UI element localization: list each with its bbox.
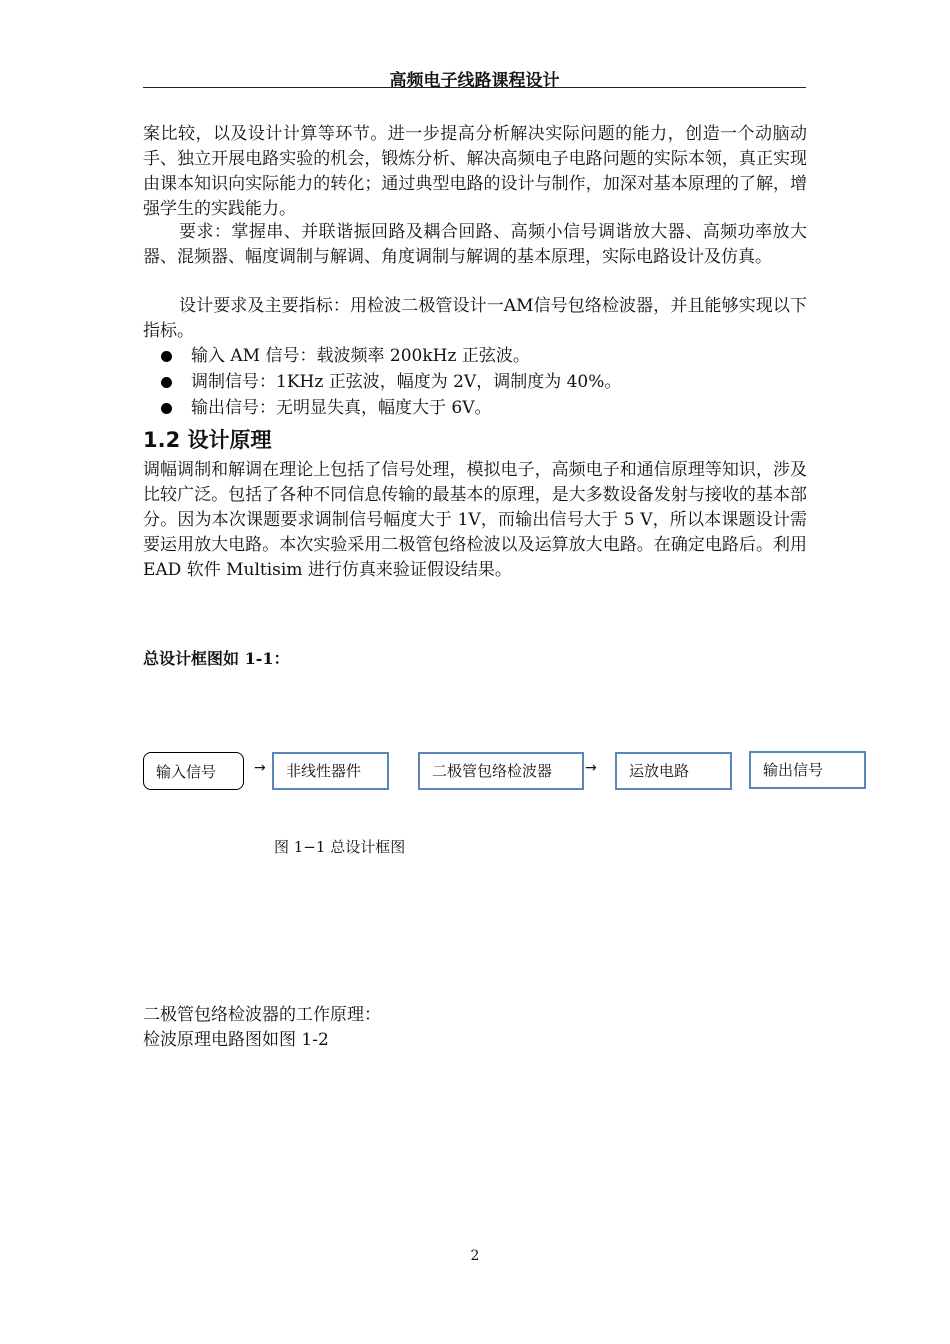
diagram-box-envelope-detector: 二极管包络检波器 <box>418 752 584 790</box>
section-title: 1.2 设计原理 <box>143 428 272 452</box>
figure-title: 总设计框图如 1-1： <box>143 649 290 668</box>
paragraph-intro: 案比较，以及设计计算等环节。进一步提高分析解决实际问题的能力，创造一个动脑动手、独立开展电路实验的机会，锻炼分析、解决高频电子电路问题的实际本领，真正实现由课本知识向实际能力的转化；通过典型电路的设计与制作，加深对基本原理的了解，增强学生的实践能力。 <box>143 124 807 219</box>
arrow-icon: → <box>254 760 266 776</box>
header-rule <box>143 87 806 88</box>
paragraph-design-specs: 设计要求及主要指标：用检波二极管设计一AM信号包络检波器，并且能够实现以下指标。 <box>143 296 807 341</box>
page-header-title: 高频电子线路课程设计 <box>389 71 560 91</box>
diagram-box-input-signal: 输入信号 <box>143 752 244 790</box>
arrow-icon: → <box>585 760 597 776</box>
diagram-box-output-signal: 输出信号 <box>749 751 866 789</box>
list-item: 调制信号：1KHz 正弦波，幅度为 2V，调制度为 40%。 <box>158 369 621 395</box>
list-item: 输入 AM 信号：载波频率 200kHz 正弦波。 <box>158 343 621 369</box>
text-line-detector-principle: 二极管包络检波器的工作原理： <box>143 1005 381 1025</box>
text-line-figure-reference: 检波原理电路图如图 1-2 <box>143 1030 329 1050</box>
diagram-box-nonlinear-device: 非线性器件 <box>272 752 389 790</box>
list-item: 输出信号：无明显失真，幅度大于 6V。 <box>158 395 621 421</box>
paragraph-requirements: 要求：掌握串、并联谐振回路及耦合回路、高频小信号调谐放大器、高频功率放大器、混频器、幅度调制与解调、角度调制与解调的基本原理，实际电路设计及仿真。 <box>143 222 807 267</box>
diagram-box-opamp-circuit: 运放电路 <box>615 752 732 790</box>
spec-list <box>158 343 621 421</box>
page-number: 2 <box>470 1248 480 1264</box>
figure-caption: 图 1−1 总设计框图 <box>274 838 406 856</box>
paragraph-principle: 调幅调制和解调在理论上包括了信号处理，模拟电子，高频电子和通信原理等知识，涉及比较广泛。包括了各种不同信息传输的最基本的原理，是大多数设备发射与接收的基本部分。因为本次课题要求调制信号幅度大于 1V，而输出信号大于 5 V，所以本课题设计需要运用放大电路。本次实验采用二极管包络检波以及运算放大电路。在确定电路后。利用 EAD 软件 Multisim 进行仿真来验证假设结果。 <box>143 460 807 580</box>
